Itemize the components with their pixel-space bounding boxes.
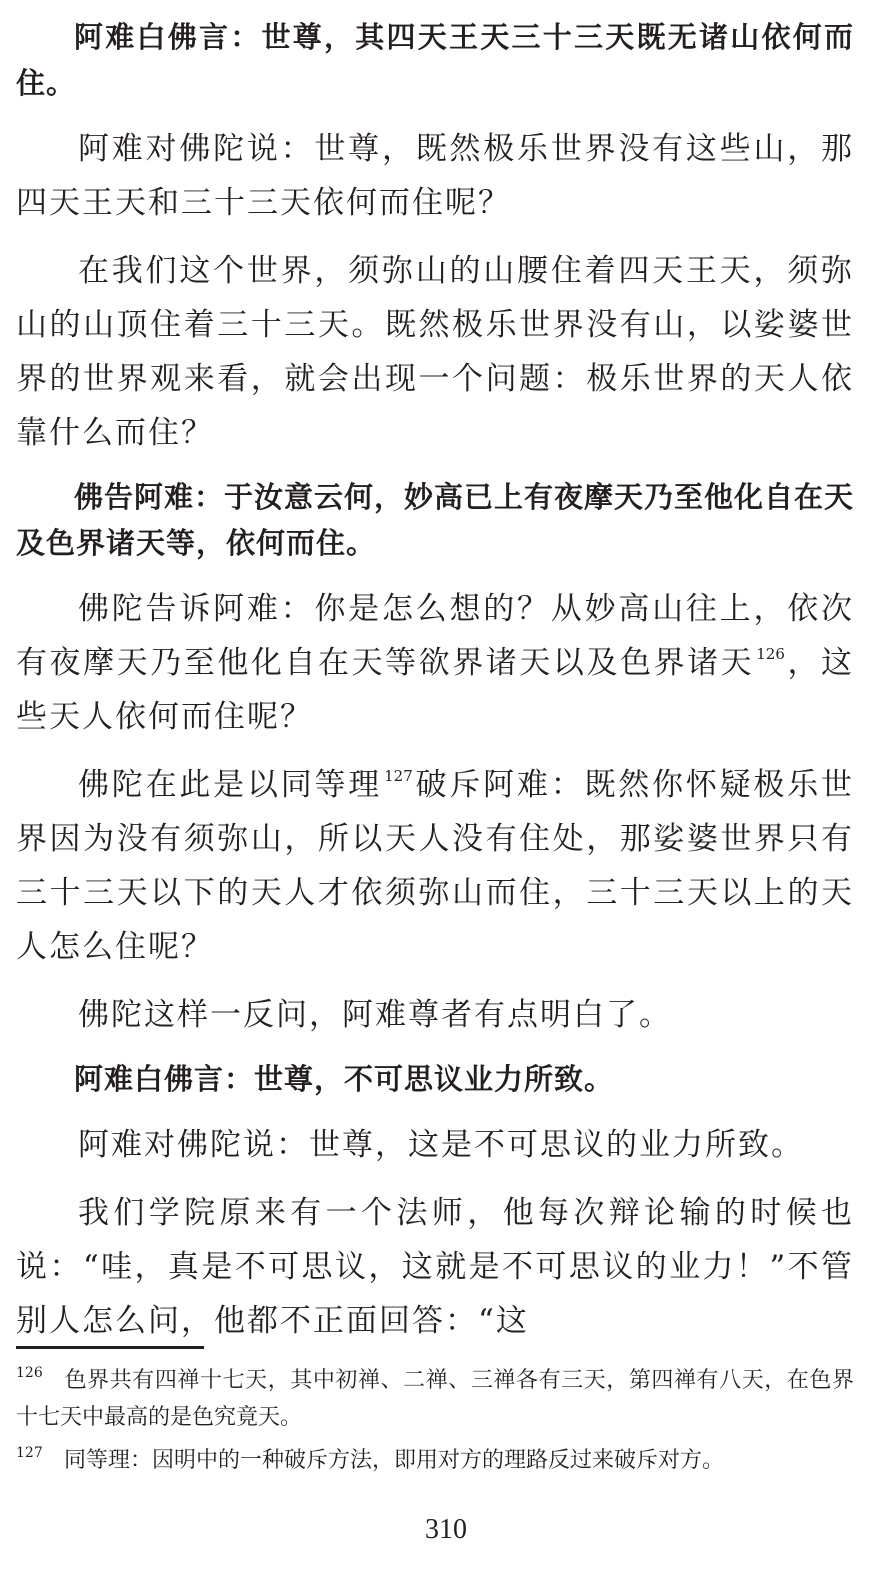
footnote-127: 127 同等理：因明中的一种破斥方法，即用对方的理路反过来破斥对方。 [16,1445,725,1473]
commentary-text: 破斥阿难：既然你怀疑极乐世界因为没有须弥山，所以天人没有住处，那娑婆世界只有三十三天以下的天人才依须弥山而住，三十三天以上的天人怎么住呢？ [16,767,855,965]
commentary-paragraph-7: 我们学院原来有一个法师，他每次辩论输的时候也说：“哇，真是不可思议，这就是不可思议的业力！”不管别人怎么问，他都不正面回答：“这 [16,1195,854,1339]
sutra-quote-3: 阿难白佛言：世尊，不可思议业力所致。 [74,1062,615,1096]
commentary-text: 佛陀在此是以同等理 [78,767,383,803]
commentary-text: 佛陀告诉阿难：你是怎么想的？从妙高山往上，依次有夜摩天乃至他化自在天等欲界诸天以及色界诸天 [16,591,854,681]
commentary-paragraph-5: 佛陀这样一反问，阿难尊者有点明白了。 [78,997,672,1033]
commentary-paragraph-3 [16,582,854,744]
page-number: 310 [425,1514,467,1545]
commentary-paragraph-1: 阿难对佛陀说：世尊，既然极乐世界没有这些山，那四天王天和三十三天依何而住呢？ [16,131,854,221]
footnote-126: 126 色界共有四禅十七天，其中初禅、二禅、三禅各有三天，第四禅有八天，在色界十七天中最高的是色究竟天。 [16,1365,854,1430]
footnote-text: 同等理：因明中的一种破斥方法，即用对方的理路反过来破斥对方。 [64,1448,725,1473]
commentary-paragraph-2: 在我们这个世界，须弥山的山腰住着四天王天，须弥山的山顶住着三十三天。既然极乐世界没有山，以娑婆世界的世界观来看，就会出现一个问题：极乐世界的天人依靠什么而住？ [16,253,854,451]
commentary-paragraph-6: 阿难对佛陀说：世尊，这是不可思议的业力所致。 [78,1127,804,1163]
footnote-ref-126[interactable]: 126 [756,645,785,663]
footnote-divider [16,1346,204,1349]
footnotes [16,1362,854,1485]
commentary-text: ，这些天人依何而住呢？ [16,645,855,735]
sutra-quote-1: 阿难白佛言：世尊，其四天王天三十三天既无诸山依何而住。 [16,20,854,100]
page-body [16,14,854,1362]
sutra-quote-2: 佛告阿难：于汝意云何，妙高已上有夜摩天乃至他化自在天及色界诸天等，依何而住。 [16,480,855,560]
commentary-paragraph-4 [16,758,854,974]
footnote-ref-127[interactable]: 127 [384,767,413,785]
footnote-text: 色界共有四禅十七天，其中初禅、二禅、三禅各有三天，第四禅有八天，在色界十七天中最高的是色究竟天。 [16,1368,854,1430]
